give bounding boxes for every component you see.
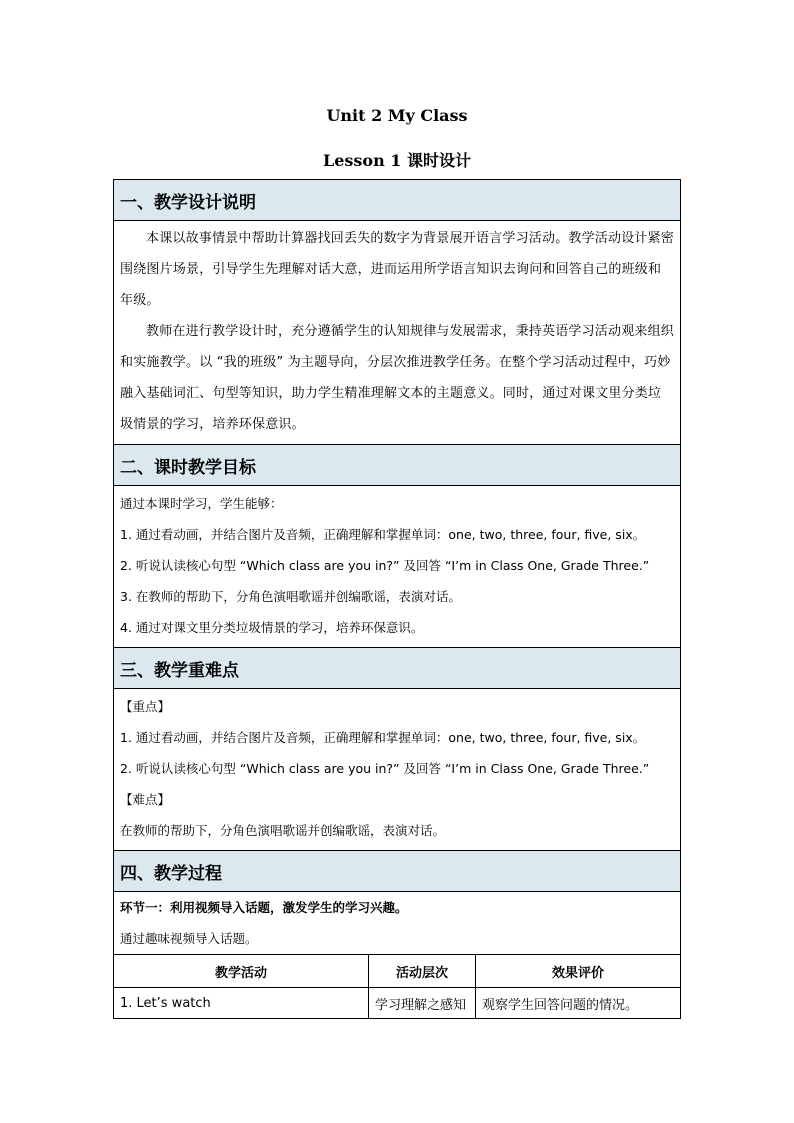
section-body-objectives	[114, 486, 680, 647]
table-cell-evaluation: 观察学生回答问题的情况。	[476, 988, 681, 1019]
key-points-label: 【重点】	[120, 699, 171, 714]
difficulty-item: 在教师的帮助下，分角色演唱歌谣并创编歌谣，表演对话。	[120, 823, 446, 838]
document-title: Unit 2 My Class	[326, 106, 468, 125]
table-header-level: 活动层次	[369, 955, 476, 988]
objectives-intro: 通过本课时学习，学生能够：	[120, 496, 283, 511]
objective-item: 4. 通过对课文里分类垃圾情景的学习，培养环保意识。	[120, 620, 424, 635]
process-table	[114, 954, 680, 1018]
table-header-evaluation: 效果评价	[476, 955, 681, 988]
table-header-activity: 教学活动	[114, 955, 369, 988]
table-header-row	[114, 955, 680, 988]
process-step-description: 通过趣味视频导入话题。	[120, 931, 258, 946]
process-step-title: 环节一：利用视频导入话题，激发学生的学习兴趣。	[120, 900, 408, 915]
section-heading-design-notes: 一、教学设计说明	[114, 180, 680, 221]
key-point-item: 1. 通过看动画，并结合图片及音频，正确理解和掌握单词：one, two, three, four, five, six。	[120, 730, 646, 745]
lesson-plan-frame	[113, 179, 681, 1019]
objective-item: 3. 在教师的帮助下，分角色演唱歌谣并创编歌谣，表演对话。	[120, 589, 461, 604]
objective-item: 1. 通过看动画，并结合图片及音频，正确理解和掌握单词：one, two, three, four, five, six。	[120, 527, 646, 542]
section-heading-objectives: 二、课时教学目标	[114, 444, 680, 486]
table-cell-level: 学习理解之感知	[369, 988, 476, 1019]
section-heading-key-points: 三、教学重难点	[114, 647, 680, 689]
section-body-key-points	[114, 689, 680, 850]
objective-item: 2. 听说认读核心句型 “Which class are you in?” 及回答 “I’m in Class One, Grade Three.”	[120, 558, 650, 573]
design-notes-paragraph-1: 本课以故事情景中帮助计算器找回丢失的数字为背景展开语言学习活动。教学活动设计紧密围绕图片场景，引导学生先理解对话大意，进而运用所学语言知识去询问和回答自己的班级和年级。	[120, 231, 675, 308]
table-row	[114, 988, 680, 1019]
section-body-process	[114, 892, 680, 1018]
document-subtitle: Lesson 1 课时设计	[322, 151, 472, 170]
section-heading-process: 四、教学过程	[114, 850, 680, 892]
key-point-item: 2. 听说认读核心句型 “Which class are you in?” 及回答 “I’m in Class One, Grade Three.”	[120, 761, 650, 776]
table-cell-activity: 1. Let’s watch	[114, 988, 369, 1019]
section-body-design-notes	[114, 221, 680, 444]
design-notes-paragraph-2: 教师在进行教学设计时，充分遵循学生的认知规律与发展需求，秉持英语学习活动观来组织和实施教学。以 “我的班级” 为主题导向，分层次推进教学任务。在整个学习活动过程中，巧妙融入基础词汇、句型等知识，助力学生精准理解文本的主题意义。同时，通过对课文里分类垃圾情景的学习，培养环保意识。	[120, 324, 675, 432]
difficulties-label: 【难点】	[120, 792, 171, 807]
